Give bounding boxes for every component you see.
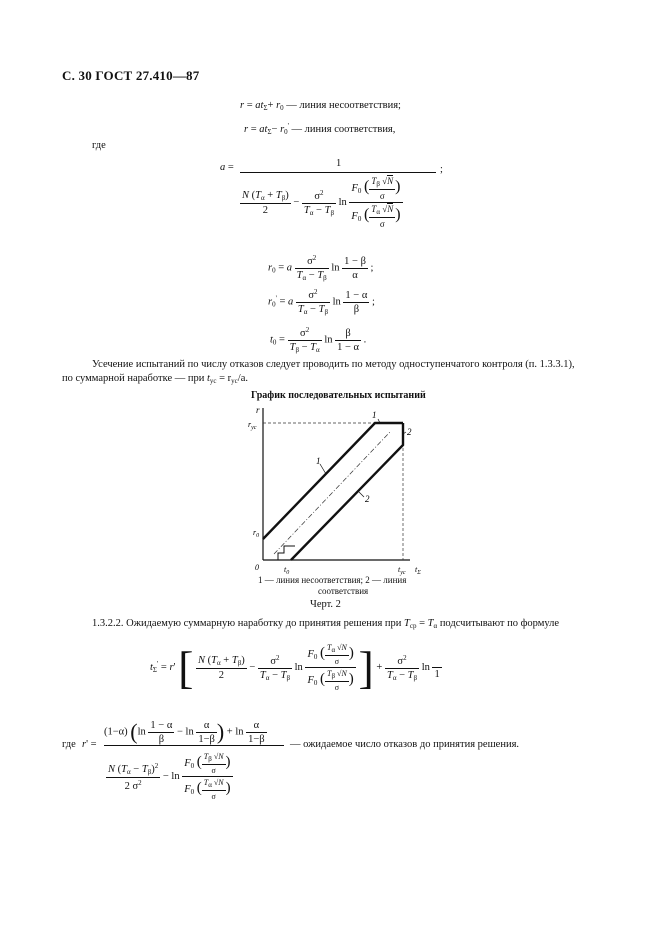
where-label: где bbox=[92, 140, 106, 151]
formula-t0: $t_0$ = $\frac{\sigma^2}{T_\beta - T_\alpha}$ ln $\frac{\beta}{1 - \alpha}$ . bbox=[270, 326, 367, 354]
page-header: С. 30 ГОСТ 27.410—87 bbox=[62, 68, 200, 83]
equation-nonconformity: $r = at_\Sigma+ r_0$ — линия несоответствия; bbox=[240, 100, 401, 112]
equation-conformity: $r = at_\Sigma- r_0'$ — линия соответствия, bbox=[244, 122, 396, 136]
line-1-nonconformity bbox=[263, 423, 403, 539]
center-diagonal bbox=[274, 432, 390, 554]
x-tick-origin: 0 bbox=[255, 563, 259, 572]
sequential-test-chart bbox=[240, 402, 440, 578]
formula-r0: $r_0 = a$ $\frac{\sigma^2}{T_\alpha - T_\beta}$ ln $\frac{1 - \beta}{\alpha}$ ; bbox=[268, 254, 374, 282]
y-axis-label: r bbox=[256, 405, 260, 415]
formula-a-semicolon: ; bbox=[440, 164, 443, 175]
r-prime-description: — ожидаемое число отказов до принятия решения. bbox=[290, 739, 520, 750]
figure-label: Черт. 2 bbox=[310, 599, 341, 610]
callout-1-mid: 1 bbox=[316, 456, 321, 466]
paragraph-truncation-line2: по суммарной наработке — при $t_{ус} = r_{ус}/a$. bbox=[62, 373, 248, 385]
formula-a-denominator: $\frac{N (T_\alpha + T_\beta)}{2}$ − $\frac{\sigma^2}{T_\alpha - T_\beta}$ ln $F_0$ ( $\frac{T_\beta √N}{\sigma}$ ) $F_0$ ( $\frac{T_\alpha √N}{\sigma}$ ) bbox=[242, 176, 401, 229]
where-r-label: где bbox=[62, 739, 76, 750]
y-tick-r-us: $r_{ус}$ bbox=[248, 420, 257, 431]
formula-r-prime-fraction-bar bbox=[104, 745, 284, 746]
formula-a-numerator: 1 bbox=[336, 158, 342, 169]
nonconformity-text: — линия несоответствия; bbox=[286, 100, 401, 111]
x-axis-label: $t_\Sigma$ bbox=[415, 565, 421, 576]
y-tick-r0: $r_0$ bbox=[253, 528, 260, 539]
paragraph-1322: 1.3.2.2. Ожидаемую суммарную наработку до принятия решения при $T_{ср} = T_\alpha$ подсчитывают по формуле bbox=[92, 618, 560, 630]
formula-a-fraction-bar bbox=[240, 172, 436, 173]
callout-1-mid-leader bbox=[320, 464, 326, 474]
conformity-text: — линия соответствия, bbox=[291, 124, 396, 135]
callout-2-mid-leader bbox=[359, 492, 364, 497]
formula-r-prime-denominator: $\frac{N (T_\alpha - T_\beta)^2}{2 \sigma^2}$ − ln $F_0$ ( $\frac{T\beta √N}{\sigma}$ ) $F_0$ ( $\frac{T\alpha √N}{\sigma}$ ) bbox=[108, 752, 231, 801]
formula-a-lhs: a = bbox=[220, 162, 234, 173]
chart-caption-line2: соответствия bbox=[318, 586, 369, 596]
chart-title: График последовательных испытаний bbox=[251, 390, 426, 401]
chart-caption-line1: 1 — линия несоответствия; 2 — линия bbox=[258, 575, 407, 585]
callout-2-mid: 2 bbox=[365, 494, 370, 504]
paragraph-truncation: Усечение испытаний по числу отказов следует проводить по методу одноступенчатого контроля (п. 1.3.3.1), bbox=[92, 359, 575, 370]
x-tick-t0: $t_0$ bbox=[284, 565, 290, 576]
x-tick-t-us: $t_{ус}$ bbox=[398, 565, 406, 576]
formula-r-prime-lhs: r' = bbox=[82, 739, 97, 750]
formula-r0-prime: $r_0' = a$ $\frac{\sigma^2}{T_\alpha - T_\beta}$ ln $\frac{1 - \alpha}{\beta}$ ; bbox=[268, 288, 375, 316]
callout-1-top: 1 bbox=[372, 410, 377, 420]
callout-2-top: 2 bbox=[407, 427, 412, 437]
formula-r-prime-numerator: (1−α) (ln $\frac{1 - \alpha}{\beta}$ − ln $\frac{\alpha}{1-\beta}$ ) + ln $\frac{\alpha}{1-\beta}$ bbox=[104, 719, 265, 745]
formula-t-sigma: $t_\Sigma' = r'$ [ $\frac{N (T_\alpha + T_\beta)}{2}$ − $\frac{\sigma^2}{T_\alpha - T_\beta}$ ln $F_0$ ( $\frac{T\alpha √N}{\sigma}$ ) $F_0$ ( $\frac{T\beta √N}{\sigma}$ ) ] + $\frac{\sigma^2}{T_\alpha - T_\beta}$ ln 1 bbox=[150, 642, 440, 693]
